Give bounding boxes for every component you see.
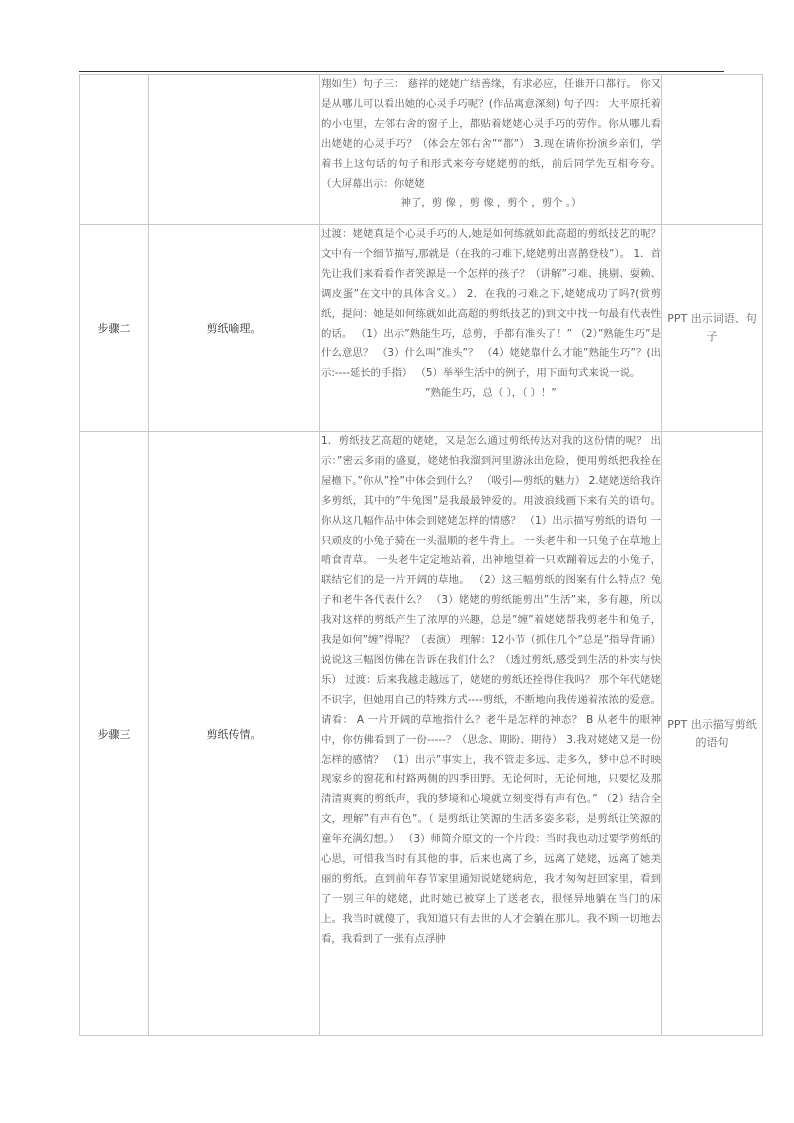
- table-row: [80, 225, 763, 432]
- step-cell: 步骤三: [80, 432, 149, 1036]
- content-text-ending: ”熟能生巧，总（ ），（ ）！”: [425, 387, 557, 400]
- header-rule: [79, 71, 724, 72]
- activity-cell: [149, 75, 320, 225]
- media-cell: [662, 75, 763, 225]
- content-cell: [320, 75, 662, 225]
- activity-cell: 剪纸喻理。: [149, 225, 320, 432]
- content-cell: [320, 225, 662, 432]
- step-cell: [80, 75, 149, 225]
- table-row: [80, 432, 763, 1036]
- step-cell: 步骤二: [80, 225, 149, 432]
- content-cell: [320, 432, 662, 1036]
- table-row: [80, 75, 763, 225]
- content-text: 过渡：姥姥真是个心灵手巧的人,她是如何练就如此高超的剪纸技艺的呢？文中有一个细节描写,那就是（在我的刁难下,姥姥剪出喜鹊登枝”）。 1．首先让我们来看看作者笑源是一个怎样的孩子？（讲解”刁难、挑剔、耍赖、调皮蛋”在文中的具体含义。） 2．在我的刁难之下,姥姥成功了吗?(赏剪纸，提问：她是如何练就如此高超的剪纸技艺的)到文中找一句最有代表性的话。 （1）出示”熟能生巧，总剪，手都有准头了！” （2）”熟能生巧”是什么意思？ （3）什么叫”准头”？ （4）姥姥靠什么才能”熟能生巧”？(出示:----延长的手指） （5）举举生活中的例子，用下面句式来说一说。: [321, 228, 661, 380]
- content-text: 1．剪纸技艺高超的姥姥，又是怎么通过剪纸传达对我的这份情的呢？ 出示：”密云多雨的盛夏，姥姥怕我溜到河里游泳出危险，便用剪纸把我拴在屋檐下。”你从”拴”中体会到什么？ （吸引—剪纸的魅力） 2.姥姥送给我许多剪纸，其中的”牛兔图”是我最最钟爱的。用波浪线画下来有关的语句。你从这几幅作品中体会到姥姥怎样的情感？ （1）出示描写剪纸的语句 一只顽皮的小兔子骑在一头温顺的老牛背上。 一头老牛和一只兔子在草地上啃食青草。 一头老牛定定地站着，出神地望着一只欢蹦着远去的小兔子，联结它们的是一片开阔的草地。 （2）这三幅剪纸的图案有什么特点？兔子和老牛各代表什么？ （3）姥姥的剪纸能剪出”生活”来，多有趣，所以我对这样的剪纸产生了浓厚的兴趣，总是”缠”着姥姥帮我剪老牛和兔子，我是如何”缠”得呢？（表演） 理解：12小节（抓住几个”总是”指导背诵）说说这三幅图仿佛在告诉在我们什么？（透过剪纸,感受到生活的朴实与快乐） 过渡：后来我越走越远了，姥姥的剪纸还拴得住我吗？ 那个年代姥姥不识字，但她用自己的特殊方式----剪纸，不断地向我传递着浓浓的爱意。请看： A 一片开阔的草地指什么？老牛是怎样的神态？ B 从老牛的眼神中，你仿佛看到了一份-----？（思念、期盼、期待） 3.我对姥姥又是一份怎样的感情？ （1）出示”事实上，我不管走多远、走多久，梦中总不时映现家乡的窗花和村路两侧的四季田野。无论何时，无论何地，只要忆及那清清爽爽的剪纸声，我的梦境和心境就立刻变得有声有色。” （2）结合全文，理解”有声有色”。（ 是剪纸让笑源的生活多姿多彩，是剪纸让笑源的童年充满幻想。） （3）师简介原文的一个片段：当时我也动过要学剪纸的心思，可惜我当时有其他的事，后来也离了乡，远离了姥姥，远离了她美丽的剪纸。直到前年春节家里通知说姥姥病危，我才匆匆赶回家里，看到了一别三年的姥姥，此时她已被穿上了送老衣，很怪异地躺在当门的床上。我当时就傻了，我知道只有去世的人才会躺在那儿。我不顾一切地去看，我看到了一张有点浮肿: [321, 435, 661, 945]
- media-cell: PPT 出示词语、句子: [662, 225, 763, 432]
- media-cell: PPT 出示描写剪纸的语句: [662, 432, 763, 1036]
- content-text-ending: 神了，剪 像 ，剪 像 ，剪个 ，剪个 。）: [400, 197, 582, 210]
- lesson-plan-table: [79, 74, 763, 1036]
- activity-cell: 剪纸传情。: [149, 432, 320, 1036]
- content-text: 翔如生）句子三： 慈祥的姥姥广结善缘，有求必应，任谁开口都行。 你又是从哪儿可以看出她的心灵手巧呢？(作品寓意深刻) 句子四： 大平原托着的小屯里，左邻右舍的窗子上，都贴着姥姥心灵手巧的劳作。你从哪儿看出姥姥的心灵手巧？（体会左邻右舍”“都”） 3.现在请你扮演乡亲们，学着书上这句话的句子和形式来夸夸姥姥剪的纸，前后同学先互相夸夸。 （大屏幕出示：你姥姥: [321, 78, 661, 190]
